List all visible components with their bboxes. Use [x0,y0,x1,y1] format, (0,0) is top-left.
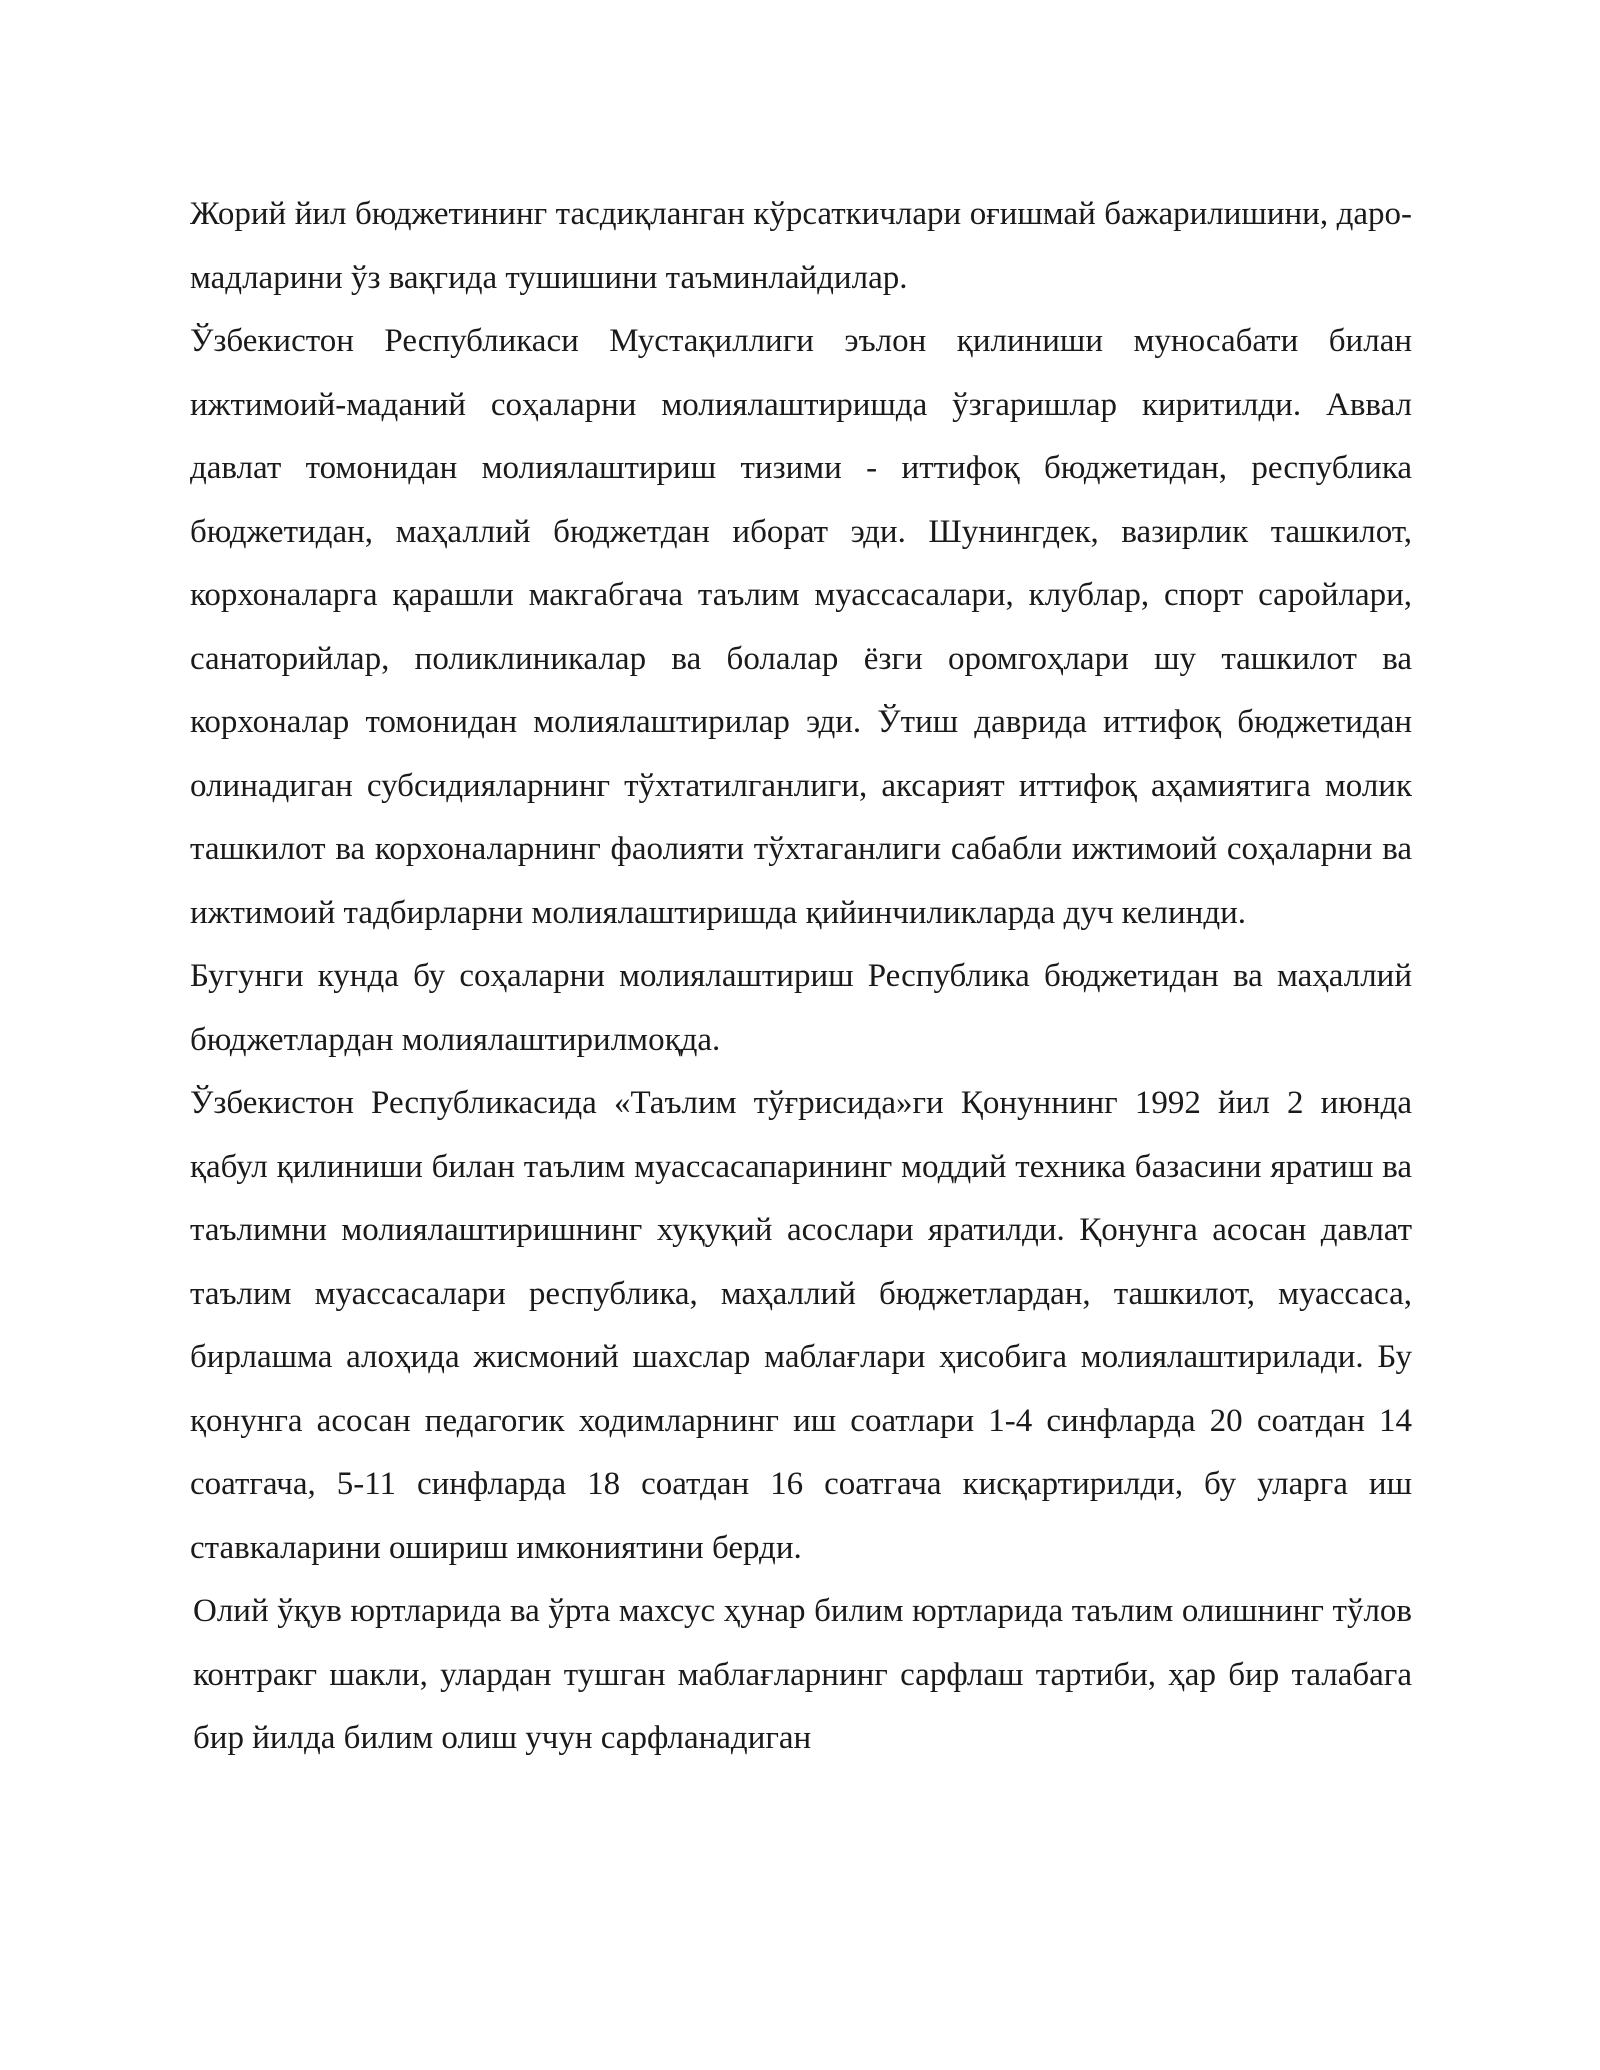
document-body [190,183,1412,1771]
paragraph-1: Жорий йил бюджетининг тасдиқланган кўрсаткичлари оғишмай бажарилишини, даро-мадларини ўз вақгида тушишини таъминлайдилар. [190,196,1412,296]
paragraph-4: Ўзбекистон Республикасида «Таълим тўғрисида»ги Қонуннинг 1992 йил 2 июнда қабул қилиниши билан таълим муассасапарининг моддий техника базасини яратиш ва таълимни молиялаштиришнинг хуқуқий асослари яратилди. Қонунга асосан давлат таълим муассасалари республика, маҳаллий бюджетлардан, ташкилот, муассаса, бирлашма алоҳида жисмоний шахслар маблағлари ҳисобига молиялаштирилади. Бу қонунга асосан педагогик ходимларнинг иш соатлари 1-4 синфларда 20 соатдан 14 соатгача, 5-11 синфларда 18 соатдан 16 соатгача кисқартирилди, бу уларга иш ставкаларини ошириш имкониятини берди. [190,1085,1412,1566]
paragraph-5: Олий ўқув юртларида ва ўрта махсус ҳунар билим юртларида таълим олишнинг тўлов контракг шакли, улардан тушган маблағларнинг сарфлаш тартиби, ҳар бир талабага бир йилда билим олиш учун сарфланадиган [193,1593,1412,1756]
paragraph-2: Ўзбекистон Республикаси Мустақиллиги эълон қилиниши муносабати билан ижтимоий-маданий соҳаларни молиялаштиришда ўзгаришлар киритилди. Аввал давлат томонидан молиялаштириш тизими - иттифоқ бюджетидан, республика бюджетидан, маҳаллий бюджетдан иборат эди. Шунингдек, вазирлик ташкилот, корхоналарга қарашли макгабгача таълим муассасалари, клублар, спорт саройлари, санаторийлар, поликлиникалар ва болалар ёзги оромгоҳлари шу ташкилот ва корхоналар томонидан молиялаштирилар эди. Ўтиш даврида иттифоқ бюджетидан олинадиган субсидияларнинг тўхтатилганлиги, аксарият иттифоқ аҳамиятига молик ташкилот ва корхоналарнинг фаолияти тўхтаганлиги сабабли ижтимоий соҳаларни ва ижтимоий тадбирларни молиялаштиришда қийинчиликларда дуч келинди. [190,323,1412,931]
paragraph-3: Бугунги кунда бу соҳаларни молиялаштириш Республика бюджетидан ва маҳаллий бюджетлардан молиялаштирилмоқда. [190,958,1412,1058]
